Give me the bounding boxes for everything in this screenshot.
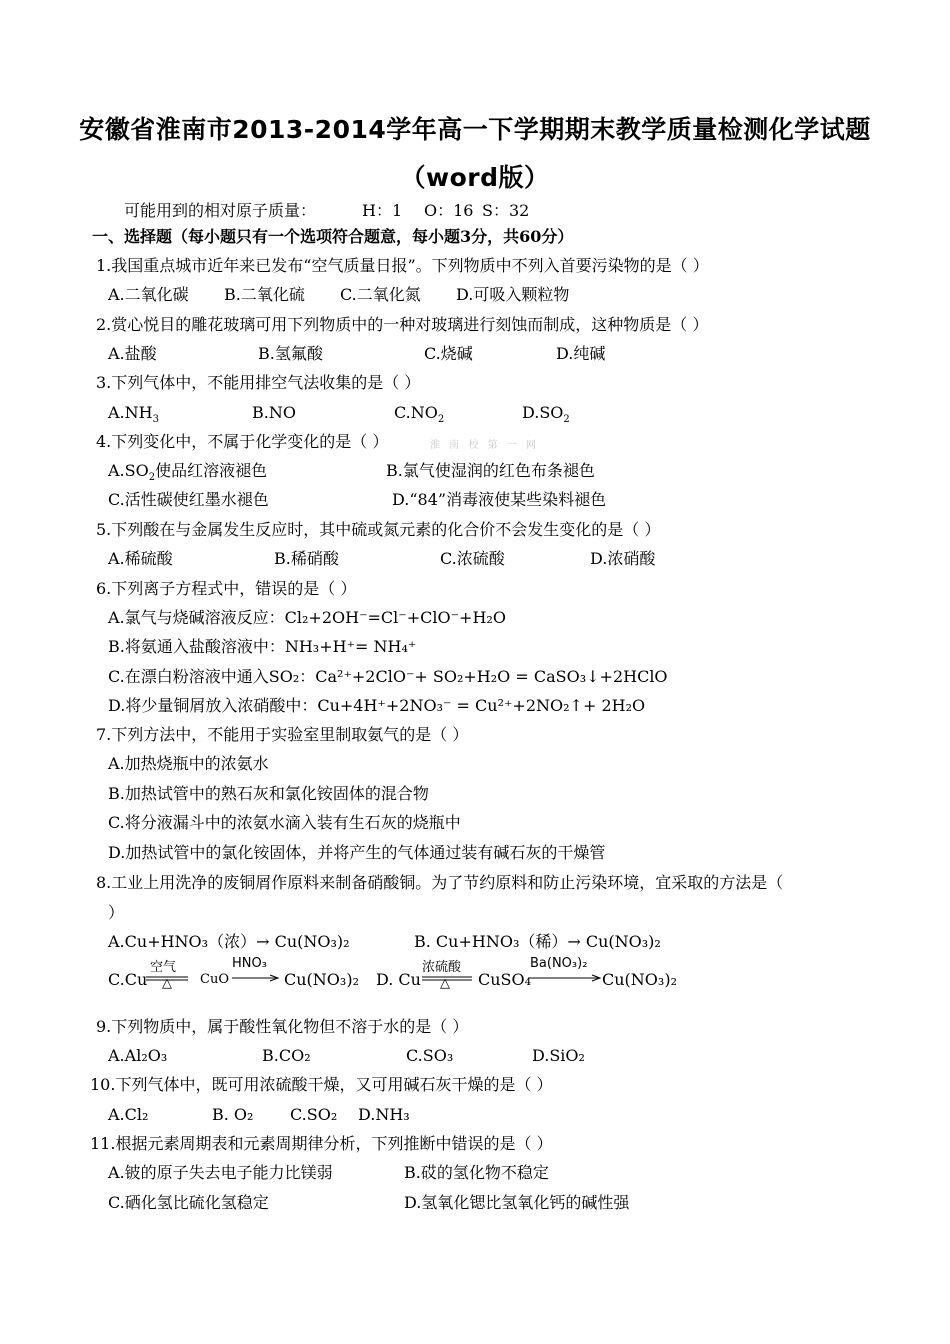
question-5-stem: 5.下列酸在与金属发生反应时，其中硫或氮元素的化合价不会发生变化的是（ ） xyxy=(96,520,661,539)
q6-option-a: A.氯气与烧碱溶液反应：Cl₂+2OH⁻=Cl⁻+ClO⁻+H₂O xyxy=(108,608,506,627)
question-8-options-row2 xyxy=(108,958,708,998)
q10-option-b: B. O₂ xyxy=(212,1105,254,1124)
q8-d-arrow1-label: 浓硫酸 xyxy=(422,960,462,975)
atomic-mass-row xyxy=(124,200,530,222)
q6-option-c: C.在漂白粉溶液中通入SO₂：Ca²⁺+2ClO⁻+ SO₂+H₂O = CaSO₃↓+2HClO xyxy=(108,667,668,686)
q8-c-start: C.Cu xyxy=(108,970,148,989)
q8-d-arrow1-cond: △ xyxy=(440,976,450,991)
atomic-mass-label: 可能用到的相对原子质量： xyxy=(124,201,317,220)
question-8-stem-cont: ） xyxy=(108,903,125,922)
q4-option-b: B.氯气使湿润的红色布条褪色 xyxy=(386,461,595,480)
q11-option-c: C.硒化氢比硫化氢稳定 xyxy=(108,1193,269,1212)
q3-option-d: $D.SO_2$ xyxy=(522,403,570,426)
atomic-mass-h: H：1 xyxy=(362,201,403,220)
q1-option-c: C.二氧化氮 xyxy=(340,285,421,304)
q9-option-b: B.CO₂ xyxy=(262,1046,311,1065)
question-7-stem: 7.下列方法中，不能用于实验室里制取氨气的是（ ） xyxy=(96,725,469,744)
question-11-stem: 11.根据元素周期表和元素周期律分析，下列推断中错误的是（ ） xyxy=(90,1134,553,1153)
q4-option-d: D.“84”消毒液使某些染料褪色 xyxy=(392,490,607,509)
q7-option-c: C.将分液漏斗中的浓氨水滴入装有生石灰的烧瓶中 xyxy=(108,813,461,832)
q8-option-b: B. Cu+HNO₃（稀）→ Cu(NO₃)₂ xyxy=(414,932,661,951)
q8-c-mid: CuO xyxy=(200,972,229,987)
q6-option-d: D.将少量铜屑放入浓硝酸中：Cu+4H⁺+2NO₃⁻ = Cu²⁺+2NO₂↑+ 2H₂O xyxy=(108,696,646,715)
exam-title-line2: （word版） xyxy=(400,163,550,192)
question-8-stem: 8.工业上用洗净的废铜屑作原料来制备硝酸铜。为了节约原料和防止污染环境，宜采取的方法是（ xyxy=(96,873,784,892)
question-4-stem: 4.下列变化中，不属于化学变化的是（ ） xyxy=(96,432,389,451)
q9-option-c: C.SO₃ xyxy=(406,1046,454,1065)
q8-c-arrow1-label: 空气 xyxy=(150,960,177,975)
q1-option-d: D.可吸入颗粒物 xyxy=(456,285,570,304)
q7-option-b: B.加热试管中的熟石灰和氯化铵固体的混合物 xyxy=(108,784,429,803)
q1-option-a: A.二氧化碳 xyxy=(108,285,189,304)
q2-option-c: C.烧碱 xyxy=(424,344,473,363)
atomic-mass-s: S：32 xyxy=(482,201,530,220)
q11-option-d: D.氢氧化锶比氢氧化钙的碱性强 xyxy=(404,1193,630,1212)
q8-c-arrow2 xyxy=(230,974,282,982)
q3-option-a: $A.NH_3$ xyxy=(108,403,159,426)
q10-option-c: C.SO₂ xyxy=(290,1105,338,1124)
q4-option-a: $A.SO_2$使品红溶液褪色 xyxy=(108,461,268,484)
q5-option-c: C.浓硫酸 xyxy=(440,549,505,568)
section-header: 一、选择题（每小题只有一个选项符合题意，每小题3分，共60分） xyxy=(92,227,574,246)
q4-option-c: C.活性碳使红墨水褪色 xyxy=(108,490,269,509)
q5-option-a: A.稀硫酸 xyxy=(108,549,173,568)
q3-option-c: $C.NO_2$ xyxy=(394,403,445,426)
q5-option-d: D.浓硝酸 xyxy=(590,549,656,568)
q1-option-b: B.二氧化硫 xyxy=(224,285,305,304)
q7-option-a: A.加热烧瓶中的浓氨水 xyxy=(108,754,269,773)
q8-c-end: Cu(NO₃)₂ xyxy=(284,970,359,989)
q8-d-arrow2 xyxy=(526,974,604,982)
question-1-stem: 1.我国重点城市近年来已发布“空气质量日报”。下列物质中不列入首要污染物的是（ ） xyxy=(96,256,709,275)
q8-c-arrow2-label: HNO₃ xyxy=(232,956,267,971)
q5-option-b: B.稀硝酸 xyxy=(274,549,339,568)
q7-option-d: D.加热试管中的氯化铵固体，并将产生的气体通过装有碱石灰的干燥管 xyxy=(108,843,606,862)
watermark: 淮 南 校 第 一 网 xyxy=(430,440,539,451)
q2-option-d: D.纯碱 xyxy=(556,344,606,363)
q8-d-end: Cu(NO₃)₂ xyxy=(602,970,677,989)
q11-option-a: A.铍的原子失去电子能力比镁弱 xyxy=(108,1163,333,1182)
q3-option-b: B.NO xyxy=(252,403,296,422)
q8-d-arrow2-label: Ba(NO₃)₂ xyxy=(530,956,588,971)
question-10-stem: 10.下列气体中，既可用浓硫酸干燥，又可用碱石灰干燥的是（ ） xyxy=(90,1075,553,1094)
q9-option-a: A.Al₂O₃ xyxy=(108,1046,168,1065)
atomic-mass-o: O：16 xyxy=(424,201,474,220)
q2-option-b: B.氢氟酸 xyxy=(258,344,323,363)
question-6-stem: 6.下列离子方程式中，错误的是（ ） xyxy=(96,579,357,598)
q8-d-mid: CuSO₄ xyxy=(478,970,532,989)
q2-option-a: A.盐酸 xyxy=(108,344,157,363)
q8-option-a: A.Cu+HNO₃（浓）→ Cu(NO₃)₂ xyxy=(108,932,350,951)
question-3-stem: 3.下列气体中，不能用排空气法收集的是（ ） xyxy=(96,373,421,392)
exam-title-line1: 安徽省淮南市2013-2014学年高一下学期期末教学质量检测化学试题 xyxy=(79,115,871,144)
q10-option-d: D.NH₃ xyxy=(358,1105,410,1124)
question-2-stem: 2.赏心悦目的雕花玻璃可用下列物质中的一种对玻璃进行刻蚀而制成，这种物质是（ ） xyxy=(96,315,709,334)
q6-option-b: B.将氨通入盐酸溶液中：NH₃+H⁺= NH₄⁺ xyxy=(108,637,417,656)
q9-option-d: D.SiO₂ xyxy=(532,1046,585,1065)
question-9-stem: 9.下列物质中，属于酸性氧化物但不溶于水的是（ ） xyxy=(96,1017,469,1036)
q8-d-start: D. Cu xyxy=(376,970,421,989)
q8-c-arrow1-cond: △ xyxy=(162,976,172,991)
q10-option-a: A.Cl₂ xyxy=(108,1105,149,1124)
q11-option-b: B.砹的氢化物不稳定 xyxy=(404,1163,549,1182)
